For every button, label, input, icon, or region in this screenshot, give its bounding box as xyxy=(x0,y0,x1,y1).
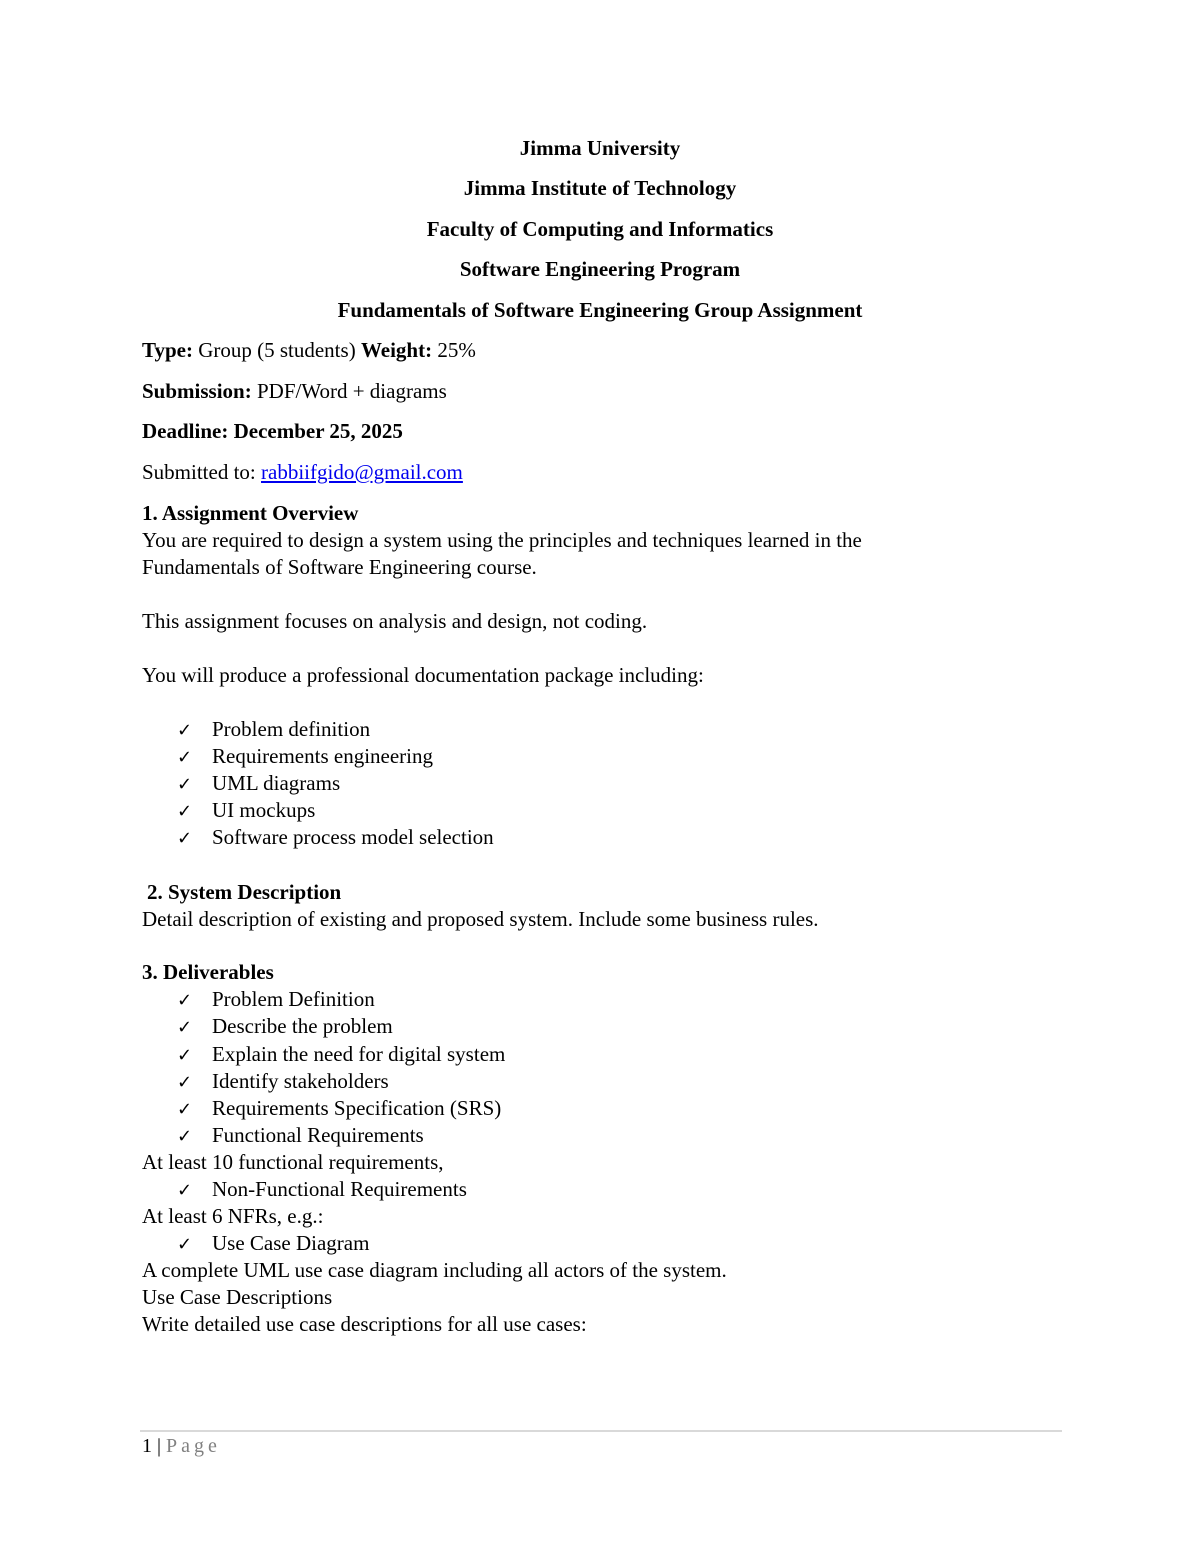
list-item: ✓ Non-Functional Requirements xyxy=(177,1177,467,1201)
weight-label: Weight: xyxy=(360,338,433,362)
section2-heading: 2. System Description xyxy=(147,880,342,904)
institute-name: Jimma Institute of Technology xyxy=(463,176,737,200)
submission-value: PDF/Word + diagrams xyxy=(256,379,447,403)
list-item: ✓ Requirements Specification (SRS) xyxy=(177,1096,502,1120)
nfr-note: At least 6 NFRs, e.g.: xyxy=(142,1204,324,1228)
check-icon: ✓ xyxy=(177,720,193,741)
page-number: 1 xyxy=(142,1435,152,1457)
check-icon: ✓ xyxy=(177,801,193,822)
page-label: Page xyxy=(166,1435,221,1457)
type-label: Type: xyxy=(142,338,193,362)
list-item: ✓ UML diagrams xyxy=(177,771,341,795)
ucd-heading: Use Case Descriptions xyxy=(142,1285,333,1309)
page-footer xyxy=(142,1435,221,1458)
section1-para3: You will produce a professional documentation package including: xyxy=(142,663,704,687)
submission-label: Submission: xyxy=(142,379,252,403)
submission-line xyxy=(142,379,447,404)
list-item: ✓ Software process model selection xyxy=(177,825,494,849)
list-item: ✓ Explain the need for digital system xyxy=(177,1042,506,1066)
faculty-name: Faculty of Computing and Informatics xyxy=(426,217,774,241)
footer-divider xyxy=(140,1430,1062,1432)
submitted-to-label: Submitted to: xyxy=(142,460,256,484)
check-icon: ✓ xyxy=(177,1126,193,1147)
list-item: ✓ Use Case Diagram xyxy=(177,1231,370,1255)
list-item: ✓ UI mockups xyxy=(177,798,316,822)
section1-para2: This assignment focuses on analysis and design, not coding. xyxy=(142,609,648,633)
check-icon: ✓ xyxy=(177,747,193,768)
check-icon: ✓ xyxy=(177,828,193,849)
section3-heading: 3. Deliverables xyxy=(142,960,274,984)
section1-heading: 1. Assignment Overview xyxy=(142,501,359,525)
check-icon: ✓ xyxy=(177,1099,193,1120)
weight-value: 25% xyxy=(437,338,476,362)
deadline-value: December 25, 2025 xyxy=(233,419,403,443)
check-icon: ✓ xyxy=(177,774,193,795)
list-item: ✓ Problem definition xyxy=(177,717,371,741)
check-icon: ✓ xyxy=(177,1017,193,1038)
deadline-label: Deadline: xyxy=(142,419,229,443)
check-icon: ✓ xyxy=(177,1180,193,1201)
section2-text: Detail description of existing and proposed system. Include some business rules. xyxy=(142,907,819,931)
section1-para1-line1: You are required to design a system using the principles and techniques learned in the xyxy=(142,528,862,552)
check-icon: ✓ xyxy=(177,1072,193,1093)
email-link[interactable]: rabbiifgido@gmail.com xyxy=(261,460,463,484)
university-name: Jimma University xyxy=(519,136,681,160)
fr-note: At least 10 functional requirements, xyxy=(142,1150,444,1174)
type-value: Group (5 students) xyxy=(198,338,356,362)
check-icon: ✓ xyxy=(177,990,193,1011)
list-item: ✓ Describe the problem xyxy=(177,1014,393,1038)
list-item: ✓ Identify stakeholders xyxy=(177,1069,389,1093)
submitted-to-line xyxy=(142,460,463,485)
uc-note: A complete UML use case diagram including all actors of the system. xyxy=(142,1258,727,1282)
list-item: ✓ Problem Definition xyxy=(177,987,375,1011)
ucd-note: Write detailed use case descriptions for all use cases: xyxy=(142,1312,587,1336)
check-icon: ✓ xyxy=(177,1045,193,1066)
list-item: ✓ Requirements engineering xyxy=(177,744,434,768)
footer-separator: | xyxy=(157,1435,162,1457)
check-icon: ✓ xyxy=(177,1234,193,1255)
section1-para1-line2: Fundamentals of Software Engineering course. xyxy=(142,555,537,579)
deadline-line xyxy=(142,419,403,444)
assignment-title: Fundamentals of Software Engineering Group Assignment xyxy=(337,298,863,322)
list-item: ✓ Functional Requirements xyxy=(177,1123,424,1147)
type-weight-line xyxy=(142,338,476,363)
program-name: Software Engineering Program xyxy=(459,257,741,281)
